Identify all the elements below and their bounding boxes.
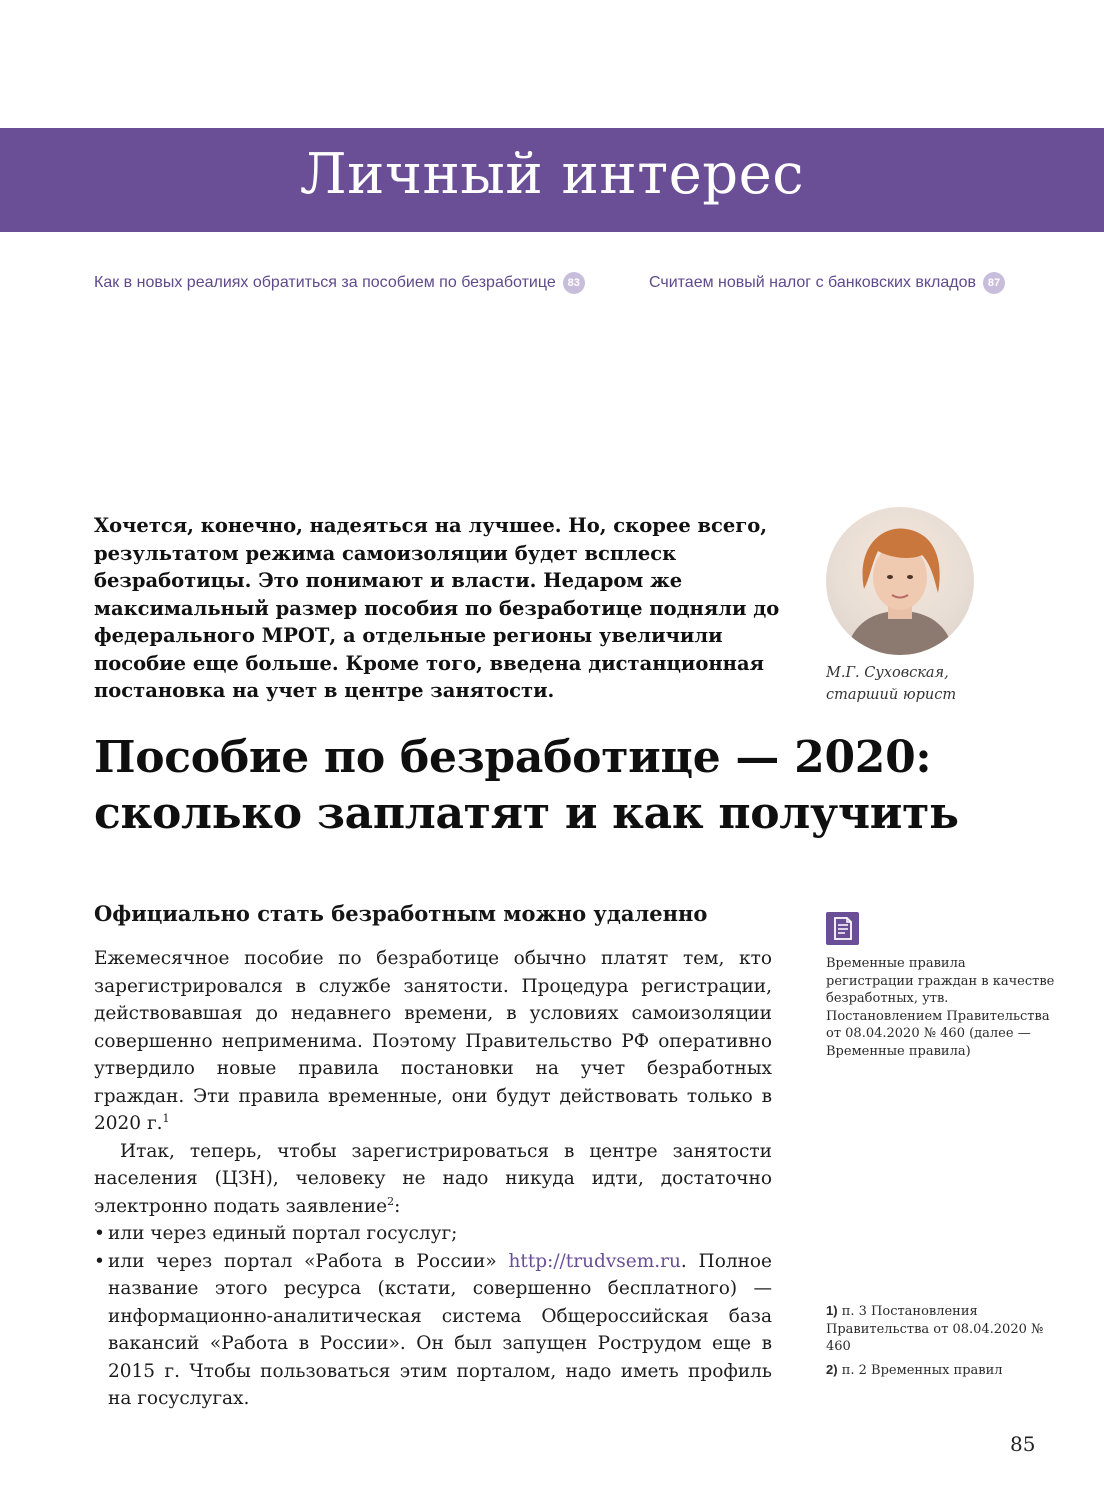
author-name: М.Г. Суховская,	[826, 665, 949, 681]
author-caption	[826, 662, 1026, 706]
paragraph-1	[94, 945, 772, 1138]
trudvsem-link[interactable]: http://trudvsem.ru	[508, 1250, 681, 1272]
list-item-text-end: . Полное название этого ресурса (кстати, совершенно бесплатного) — информационно-аналитическая система Общероссийская база вакансий «Работа в России». Он был запущен Рострудом еще в 2015 г. Чтобы пользоваться этим порталом, надо иметь профиль на госуслугах.	[108, 1250, 772, 1409]
headline-line-1: Пособие по безработице — 2020:	[94, 732, 932, 783]
footnote-text: п. 2 Временных правил	[837, 1362, 1003, 1378]
page-badge: 87	[983, 272, 1005, 294]
paragraph-2	[94, 1138, 772, 1221]
footnote-number: 1)	[826, 1303, 838, 1318]
footnote-text: п. 3 Постановления Правительства от 08.04.2020 № 460	[826, 1304, 1044, 1354]
footnote-number: 2)	[826, 1361, 838, 1377]
footnote	[826, 1361, 1056, 1380]
author-photo	[826, 507, 974, 655]
headline-line-2: сколько заплатят и как получить	[94, 788, 959, 839]
article-headline	[94, 730, 1054, 842]
teaser-text: Как в новых реалиях обратиться за пособием по безработице	[94, 274, 556, 291]
footnote-ref-2[interactable]: 2	[387, 1194, 395, 1208]
teaser-link-unemployment[interactable]	[94, 272, 585, 294]
footnote	[826, 1302, 1056, 1356]
list-item-text: или через единый портал госуслуг;	[108, 1223, 458, 1244]
document-icon	[826, 912, 859, 945]
teaser-link-deposit-tax[interactable]	[649, 272, 1005, 294]
author-portrait-icon	[826, 507, 974, 655]
list-item	[94, 1220, 772, 1248]
lead-paragraph: Хочется, конечно, надеяться на лучшее. Но, скорее всего, результатом режима самоизоляции будет всплеск безработицы. Это понимают и власти. Недаром же максимальный размер пособия по безработице подняли до федерального МРОТ, а отдельные регионы увеличили пособие еще больше. Кроме того, введена дистанционная постановка на учет в центре занятости.	[94, 514, 780, 702]
article-subheading: Официально стать безработным можно удаленно	[94, 901, 708, 926]
footnotes	[826, 1302, 1056, 1384]
list-item-text: или через портал «Работа в России»	[108, 1250, 509, 1272]
registration-options-list	[94, 1220, 772, 1413]
page-badge: 83	[563, 272, 585, 294]
article-body	[94, 945, 772, 1413]
page-number: 85	[1010, 1432, 1036, 1456]
paragraph-2-end: :	[394, 1195, 401, 1217]
teaser-text: Считаем новый налог с банковских вкладов	[649, 274, 976, 291]
sidenote: Временные правила регистрации граждан в качестве безработных, утв. Постановлением Правительства от 08.04.2020 № 460 (далее — Временные правила)	[826, 956, 1055, 1059]
paragraph-2-text: Итак, теперь, чтобы зарегистрироваться в центре занятости населения (ЦЗН), человеку не надо никуда идти, достаточно электронно подать заявление	[94, 1140, 772, 1217]
paragraph-1-text: Ежемесячное пособие по безработице обычно платят тем, кто зарегистрировался в службе занятости. Процедура регистрации, действовавшая до недавнего времени, в условиях самоизоляции совершенно неприменима. Поэтому Правительство РФ оперативно утвердило новые правила постановки на учет безработных граждан. Эти правила временные, они будут действовать только в 2020 г.	[94, 948, 772, 1134]
section-banner	[0, 128, 1104, 232]
list-item	[94, 1248, 772, 1413]
footnote-ref-1[interactable]: 1	[162, 1111, 170, 1125]
section-title: Личный интерес	[299, 142, 805, 207]
author-role: старший юрист	[826, 687, 957, 703]
